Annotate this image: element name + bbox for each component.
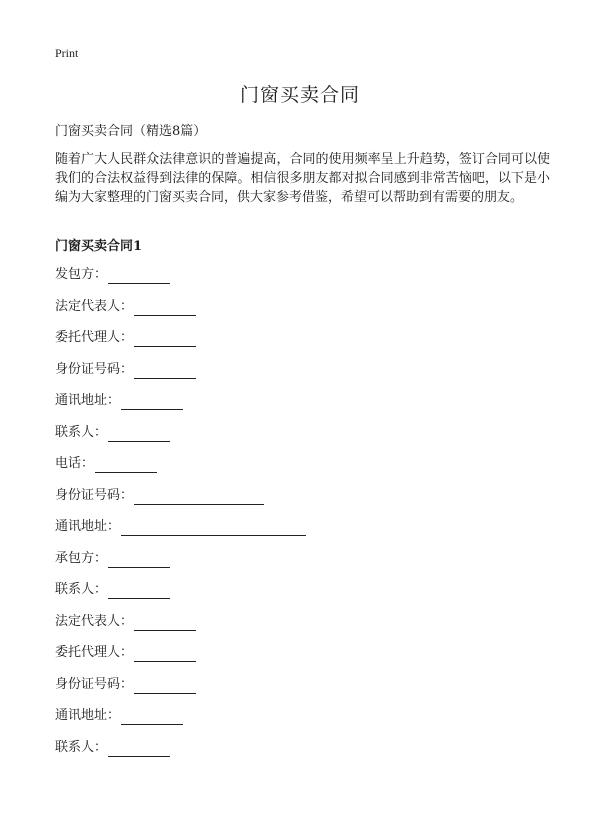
section-heading: 门窗买卖合同1 [55,239,143,254]
field-label: 联系人： [55,582,108,597]
field-row [55,392,183,410]
field-row [55,487,264,505]
field-label: 发包方： [55,267,108,282]
field-label: 法定代表人： [55,614,134,629]
field-row [55,361,196,379]
field-label: 身份证号码： [55,677,134,692]
field-label: 通讯地址： [55,393,121,408]
field-row [55,266,170,284]
field-label: 电话： [55,456,95,471]
field-blank[interactable] [95,458,157,473]
field-row [55,298,196,316]
field-row [55,518,306,536]
field-blank[interactable] [134,647,196,662]
field-label: 通讯地址： [55,708,121,723]
field-blank[interactable] [121,521,306,536]
field-row [55,644,196,662]
field-blank[interactable] [108,269,170,284]
field-label: 联系人： [55,425,108,440]
field-blank[interactable] [134,490,264,505]
document-title: 门窗买卖合同 [239,84,360,106]
document-subtitle: 门窗买卖合同（精选8篇） [55,124,207,139]
field-label: 身份证号码： [55,488,134,503]
field-row [55,676,196,694]
field-label: 委托代理人： [55,330,134,345]
intro-paragraph: 随着广大人民群众法律意识的普遍提高，合同的使用频率呈上升趋势，签订合同可以使我们的合法权益得到法律的保障。相信很多朋友都对拟合同感到非常苦恼吧，以下是小编为大家整理的门窗买卖合同，供大家参考借鉴，希望可以帮助到有需要的朋友。 [55,152,550,205]
field-label: 承包方： [55,551,108,566]
field-label: 通讯地址： [55,519,121,534]
field-row [55,739,170,757]
field-row [55,707,183,725]
field-blank[interactable] [134,679,196,694]
field-label: 身份证号码： [55,362,134,377]
field-blank[interactable] [134,616,196,631]
field-label: 联系人： [55,740,108,755]
field-blank[interactable] [108,427,170,442]
field-row [55,329,196,347]
field-blank[interactable] [108,584,170,599]
field-row [55,581,170,599]
field-blank[interactable] [121,395,183,410]
field-blank[interactable] [108,553,170,568]
field-blank[interactable] [134,332,196,347]
print-link[interactable]: Print [55,46,79,60]
field-blank[interactable] [108,742,170,757]
field-blank[interactable] [134,301,196,316]
field-row [55,613,196,631]
field-label: 法定代表人： [55,299,134,314]
field-row [55,455,157,473]
field-blank[interactable] [134,364,196,379]
field-blank[interactable] [121,710,183,725]
field-label: 委托代理人： [55,645,134,660]
field-row [55,550,170,568]
field-row [55,424,170,442]
